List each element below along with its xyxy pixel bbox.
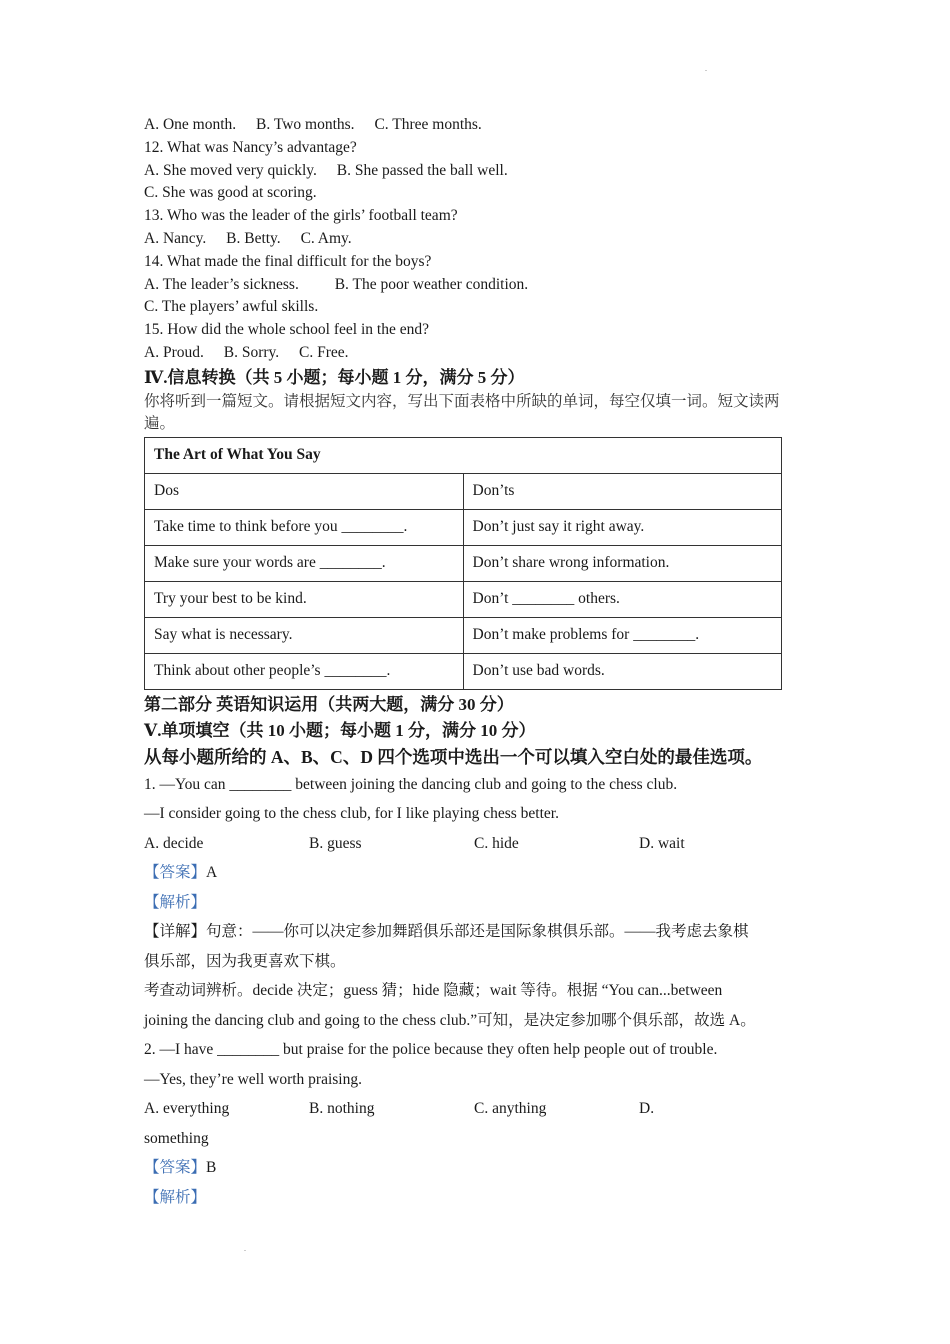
table-cell: Think about other people’s ________. xyxy=(145,653,464,689)
detail-line: 考查动词辨析。decide 决定；guess 猜；hide 隐藏；wait 等待。根据 “You can...between xyxy=(144,982,723,1000)
table-header-cell: Dos xyxy=(145,473,464,509)
table-row xyxy=(145,617,782,653)
question-line: 13. Who was the leader of the girls’ football team? xyxy=(144,207,458,225)
question-line: A. She moved very quickly. B. She passed the ball well. xyxy=(144,161,508,179)
table-row xyxy=(145,509,782,545)
section-heading: Ⅴ.单项填空（共 10 小题；每小题 1 分，满分 10 分） xyxy=(144,720,536,740)
option-a: A. decide xyxy=(144,834,204,852)
table-cell: Don’t use bad words. xyxy=(463,653,782,689)
table-header-cell: Don’ts xyxy=(463,473,782,509)
table-cell: Say what is necessary. xyxy=(145,617,464,653)
scan-dot xyxy=(705,70,707,71)
table-row xyxy=(145,653,782,689)
detail-line: 俱乐部，因为我更喜欢下棋。 xyxy=(144,952,346,970)
answer-value: B xyxy=(206,1159,217,1177)
table-cell: Make sure your words are ________. xyxy=(145,545,464,581)
option-d-continued: something xyxy=(144,1129,209,1147)
question-line: C. She was good at scoring. xyxy=(144,184,317,202)
question-1 xyxy=(144,770,804,1036)
listening-questions xyxy=(144,114,804,365)
question-line: A. Proud. B. Sorry. C. Free. xyxy=(144,343,349,361)
question-line: A. The leader’s sickness. B. The poor weather condition. xyxy=(144,275,529,293)
detail-line: joining the dancing club and going to the chess club.”可知，是决定参加哪个俱乐部，故选 A。 xyxy=(144,1011,756,1029)
analysis-label: 【解析】 xyxy=(144,1188,207,1206)
table-cell: Don’t ________ others. xyxy=(463,581,782,617)
document-page xyxy=(144,114,804,1212)
table-row xyxy=(145,581,782,617)
table-cell: Don’t make problems for ________. xyxy=(463,617,782,653)
table-cell: Don’t just say it right away. xyxy=(463,509,782,545)
option-c: C. hide xyxy=(474,834,519,852)
question-line: 15. How did the whole school feel in the end? xyxy=(144,321,429,339)
option-b: B. nothing xyxy=(309,1100,375,1118)
question-2 xyxy=(144,1035,804,1212)
table-cell: Take time to think before you ________. xyxy=(145,509,464,545)
table-row xyxy=(145,473,782,509)
table-cell: Try your best to be kind. xyxy=(145,581,464,617)
section-instruction: 从每小题所给的 A、B、C、D 四个选项中选出一个可以填入空白处的最佳选项。 xyxy=(144,746,763,767)
question-stem: 2. —I have ________ but praise for the police because they often help people out of trouble. xyxy=(144,1041,718,1059)
table-row xyxy=(145,437,782,473)
answer-line xyxy=(144,858,804,888)
question-line: 14. What made the final difficult for the boys? xyxy=(144,252,432,270)
option-row xyxy=(144,829,804,859)
detail-line: 【详解】句意：——你可以决定参加舞蹈俱乐部还是国际象棋俱乐部。——我考虑去象棋 xyxy=(144,923,749,941)
scan-dot xyxy=(244,1250,246,1251)
answer-value: A xyxy=(206,864,218,882)
question-line: A. Nancy. B. Betty. C. Amy. xyxy=(144,229,352,247)
option-b: B. guess xyxy=(309,834,362,852)
answer-line xyxy=(144,1153,804,1183)
option-row xyxy=(144,1094,804,1124)
option-c: C. anything xyxy=(474,1100,547,1118)
section-heading: Ⅳ.信息转换（共 5 小题；每小题 1 分，满分 5 分） xyxy=(144,367,525,387)
info-table xyxy=(144,437,782,690)
section-instruction: 你将听到一篇短文。请根据短文内容，写出下面表格中所缺的单词，每空仅填一词。短文读两遍。 xyxy=(144,392,780,432)
table-title: The Art of What You Say xyxy=(145,437,782,473)
question-line: C. The players’ awful skills. xyxy=(144,298,319,316)
option-d: D. xyxy=(639,1100,655,1118)
option-d: D. wait xyxy=(639,834,685,852)
answer-label: 【答案】 xyxy=(144,864,207,882)
answer-label: 【答案】 xyxy=(144,1159,207,1177)
part-heading: 第二部分 英语知识运用（共两大题，满分 30 分） xyxy=(144,694,514,714)
question-stem: 1. —You can ________ between joining the dancing club and going to the chess club. xyxy=(144,775,678,793)
option-a: A. everything xyxy=(144,1100,230,1118)
table-cell: Don’t share wrong information. xyxy=(463,545,782,581)
question-line: 12. What was Nancy’s advantage? xyxy=(144,138,357,156)
table-row xyxy=(145,545,782,581)
analysis-label: 【解析】 xyxy=(144,893,207,911)
question-line: A. One month. B. Two months. C. Three months. xyxy=(144,116,482,133)
question-reply: —I consider going to the chess club, for I like playing chess better. xyxy=(144,805,559,823)
question-reply: —Yes, they’re well worth praising. xyxy=(144,1070,362,1088)
